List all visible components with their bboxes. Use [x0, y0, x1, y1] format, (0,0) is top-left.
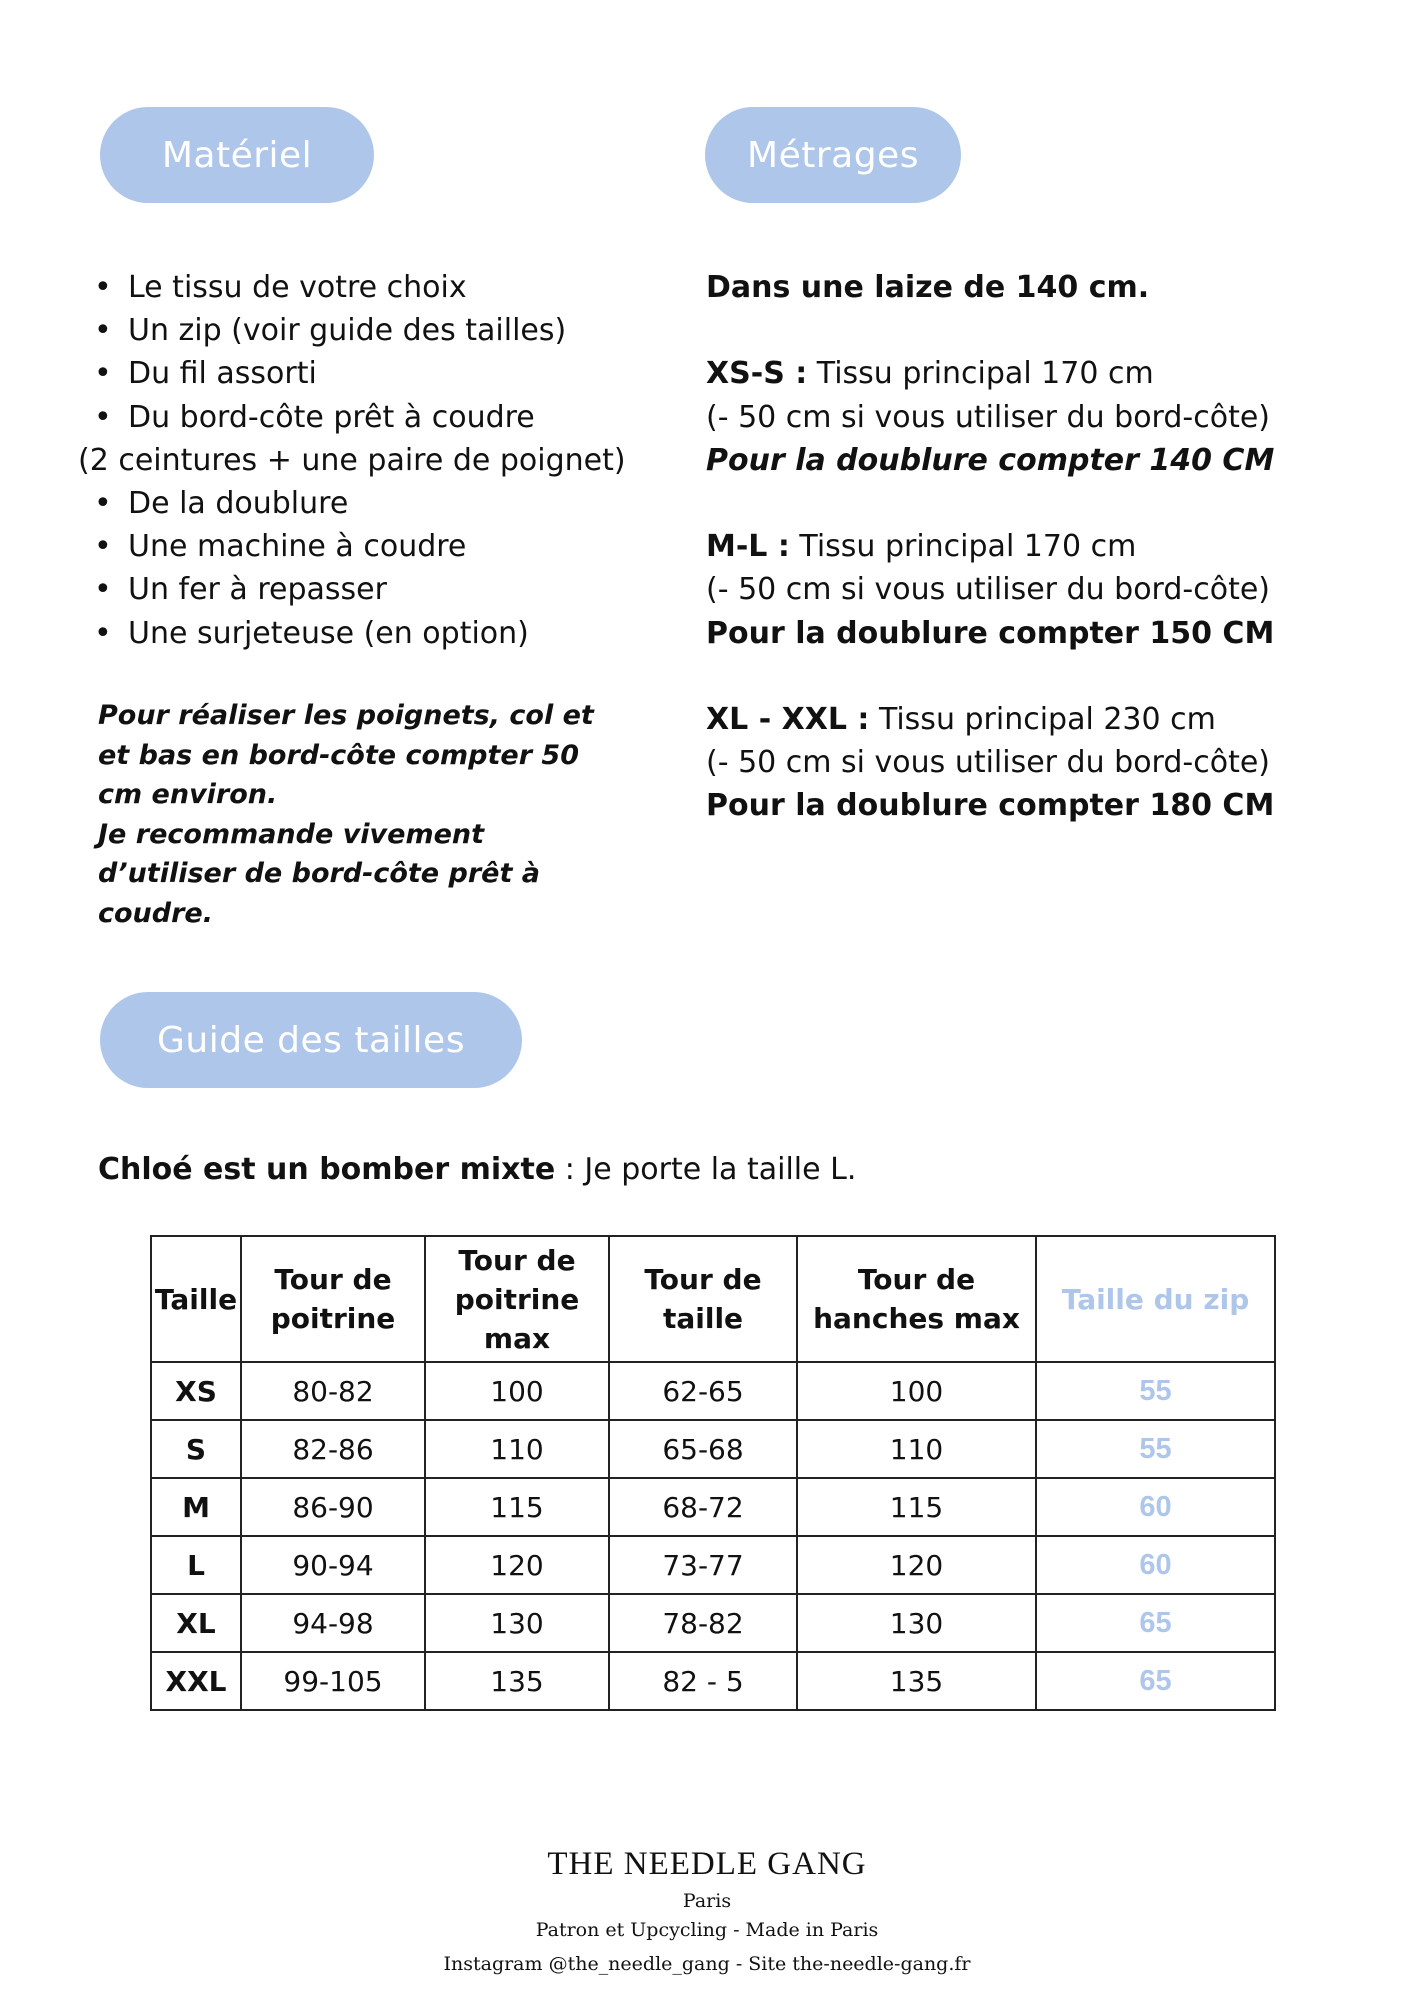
measurement-cell: 135: [797, 1652, 1036, 1710]
size-table-header: [151, 1236, 1275, 1362]
size-label: L: [151, 1536, 241, 1594]
section-title-metrages: Métrages: [705, 107, 961, 203]
materials-list-item: • Un zip (voir guide des tailles): [78, 309, 678, 352]
size-table: [150, 1235, 1276, 1711]
zip-size: 65: [1036, 1652, 1275, 1710]
materials-note-line: et bas en bord-côte compter 50: [98, 739, 579, 771]
measurement-cell: 80-82: [241, 1362, 425, 1420]
section-title-materiel: Matériel: [100, 107, 374, 203]
measurement-cell: 120: [425, 1536, 609, 1594]
table-row: [151, 1536, 1275, 1594]
table-row: [151, 1594, 1275, 1652]
materials-list-item: • De la doublure: [78, 482, 678, 525]
zip-size: 60: [1036, 1536, 1275, 1594]
size-table-header-cell: Tour de taille: [609, 1236, 797, 1362]
yardage-fabric-length: Tissu principal 230 cm: [869, 701, 1216, 737]
table-row: [151, 1362, 1275, 1420]
materials-note-line: Pour réaliser les poignets, col et: [98, 700, 594, 731]
yardage-lining: Pour la doublure compter 140 CM: [706, 442, 1275, 478]
yardage-rib-note: (- 50 cm si vous utiliser du bord-côte): [706, 572, 1270, 608]
zip-size: 60: [1036, 1478, 1275, 1536]
size-table-header-cell: Tour de poitrine: [241, 1236, 425, 1362]
measurement-cell: 86-90: [241, 1478, 425, 1536]
measurement-cell: 120: [797, 1536, 1036, 1594]
measurement-cell: 68-72: [609, 1478, 797, 1536]
footer-city: Paris: [682, 1890, 732, 1912]
measurement-cell: 73-77: [609, 1536, 797, 1594]
size-label: XS: [151, 1362, 241, 1420]
materials-list-item: • Du bord-côte prêt à coudre: [78, 396, 678, 439]
measurement-cell: 65-68: [609, 1420, 797, 1478]
table-row: [151, 1478, 1275, 1536]
yardage-rib-note: (- 50 cm si vous utiliser du bord-côte): [706, 399, 1270, 435]
measurement-cell: 110: [797, 1420, 1036, 1478]
measurement-cell: 110: [425, 1420, 609, 1478]
brand-name: THE NEEDLE GANG: [547, 1846, 867, 1882]
materials-list-item: • Une machine à coudre: [78, 525, 678, 568]
measurement-cell: 62-65: [609, 1362, 797, 1420]
yardage-fabric: [706, 698, 1346, 741]
measurement-cell: 90-94: [241, 1536, 425, 1594]
yardage-size: M-L :: [706, 529, 790, 565]
intro-bold: Chloé est un bomber mixte: [98, 1152, 556, 1187]
materials-list-item: • Le tissu de votre choix: [78, 266, 678, 309]
measurement-cell: 130: [797, 1594, 1036, 1652]
measurement-cell: 115: [797, 1478, 1036, 1536]
table-row: [151, 1652, 1275, 1710]
size-table-header-cell: Tour de poitrine max: [425, 1236, 609, 1362]
yardage-lining: Pour la doublure compter 180 CM: [706, 788, 1275, 824]
materials-list-item: (2 ceintures + une paire de poignet): [78, 442, 626, 478]
intro-rest: : Je porte la taille L.: [555, 1152, 857, 1187]
zip-size: 55: [1036, 1362, 1275, 1420]
table-row: [151, 1420, 1275, 1478]
yardage-lining: Pour la doublure compter 150 CM: [706, 615, 1275, 651]
measurement-cell: 100: [425, 1362, 609, 1420]
section-title-size-guide: Guide des tailles: [100, 992, 522, 1088]
yardage-fabric-length: Tissu principal 170 cm: [807, 356, 1154, 392]
measurement-cell: 100: [797, 1362, 1036, 1420]
measurement-cell: 82-86: [241, 1420, 425, 1478]
materials-list-item: • Un fer à repasser: [78, 568, 678, 611]
size-guide-intro: [98, 1152, 856, 1187]
zip-size: 55: [1036, 1420, 1275, 1478]
size-label: M: [151, 1478, 241, 1536]
measurement-cell: 78-82: [609, 1594, 797, 1652]
yardage-fabric: [706, 525, 1346, 568]
measurement-cell: 99-105: [241, 1652, 425, 1710]
materials-list-item: • Du fil assorti: [78, 352, 678, 395]
yardage-rib-note: (- 50 cm si vous utiliser du bord-côte): [706, 745, 1270, 781]
size-table-header-cell: Taille: [151, 1236, 241, 1362]
size-label: XXL: [151, 1652, 241, 1710]
fabric-width: Dans une laize de 140 cm.: [706, 270, 1150, 305]
measurement-cell: 94-98: [241, 1594, 425, 1652]
materials-note-line: cm environ.: [98, 779, 278, 810]
measurement-cell: 135: [425, 1652, 609, 1710]
materials-list: [78, 266, 678, 655]
materials-note: [98, 696, 618, 933]
measurement-cell: 82 - 5: [609, 1652, 797, 1710]
yardage-fabric: [706, 352, 1346, 395]
yardage-size: XL - XXL :: [706, 701, 870, 737]
measurement-cell: 115: [425, 1478, 609, 1536]
size-label: S: [151, 1420, 241, 1478]
yardage-fabric-length: Tissu principal 170 cm: [789, 529, 1137, 565]
yardage-size: XS-S :: [706, 356, 808, 392]
footer-tagline: Patron et Upcycling - Made in Paris: [535, 1919, 879, 1941]
size-table-header-cell: Tour de hanches max: [797, 1236, 1036, 1362]
materials-note-line: coudre.: [98, 897, 213, 929]
yardage-section: [706, 266, 1346, 828]
footer-social: Instagram @the_needle_gang - Site the-needle-gang.fr: [443, 1953, 971, 1975]
materials-note-line: Je recommande vivement: [98, 818, 485, 850]
size-label: XL: [151, 1594, 241, 1652]
measurement-cell: 130: [425, 1594, 609, 1652]
size-table-header-cell: Taille du zip: [1036, 1236, 1275, 1362]
materials-note-line: d’utiliser de bord-côte prêt à: [98, 858, 540, 889]
zip-size: 65: [1036, 1594, 1275, 1652]
materials-list-item: • Une surjeteuse (en option): [78, 612, 678, 655]
